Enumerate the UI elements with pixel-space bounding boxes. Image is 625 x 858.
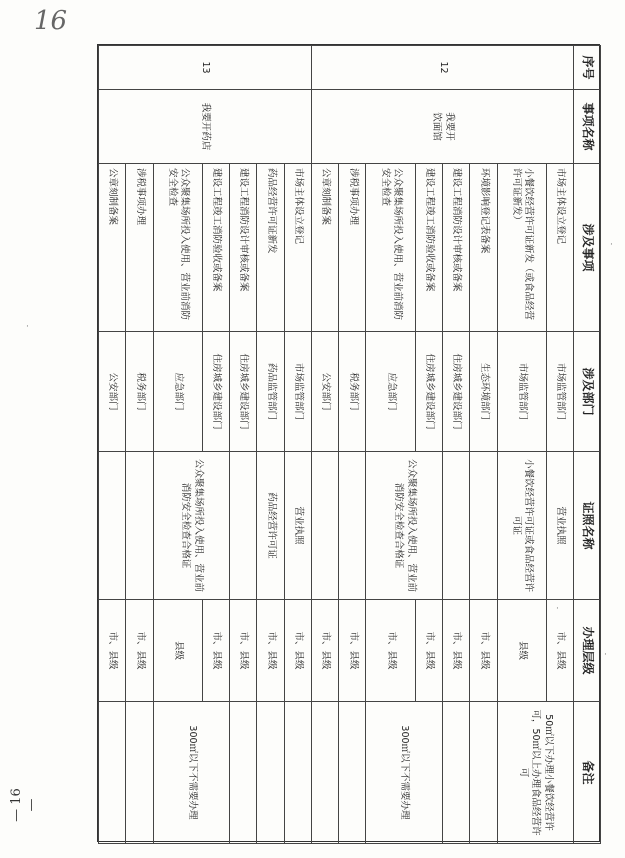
item-cell: 涉税事项办理: [126, 164, 153, 332]
cert-cell: [442, 452, 469, 600]
cert-cell: 药品经营许可证: [257, 452, 284, 600]
table-row: [415, 46, 442, 844]
level-cell: 市、县级: [470, 600, 497, 702]
cert-cell: [339, 452, 366, 600]
item-cell: 公章刻制备案: [311, 164, 338, 332]
table-row: [230, 46, 257, 844]
table-row: [311, 46, 338, 844]
level-cell: 市、县级: [202, 600, 229, 702]
scan-speck: ·: [610, 240, 613, 250]
header-name: 事项名称: [574, 90, 601, 164]
item-cell: 市场主体设立登记: [284, 164, 311, 332]
level-cell: 市、县级: [99, 600, 126, 702]
level-cell: 市、县级: [230, 600, 257, 702]
item-cell: 公众聚集场所投入使用、营业前消防安全检查: [366, 164, 415, 332]
dept-cell: 公安部门: [99, 332, 126, 452]
handwritten-page-mark: 16: [34, 6, 68, 36]
dept-cell: 市场监管部门: [497, 332, 546, 452]
level-cell: 市、县级: [311, 600, 338, 702]
dept-cell: 住房城乡建设部门: [202, 332, 229, 452]
item-cell: 药品经营许可证新发: [257, 164, 284, 332]
remark-cell: [442, 702, 469, 844]
group-name: 我要开 饮面馆: [311, 90, 573, 164]
dept-cell: 公安部门: [311, 332, 338, 452]
remark-cell: [311, 702, 338, 844]
level-cell: 市、县级: [415, 600, 442, 702]
group-name: 我要开药店: [99, 90, 312, 164]
cert-cell: [230, 452, 257, 600]
dept-cell: 住房城乡建设部门: [442, 332, 469, 452]
table-row: [202, 46, 229, 844]
level-cell: 市、县级: [442, 600, 469, 702]
header-items: 涉及事项: [574, 164, 601, 332]
dept-cell: 应急部门: [366, 332, 415, 452]
dept-cell: 税务部门: [339, 332, 366, 452]
dept-cell: 市场监管部门: [284, 332, 311, 452]
item-cell: 建设工程消防设计审核或备案: [230, 164, 257, 332]
remark-cell: [284, 702, 311, 844]
group-index: 12: [311, 46, 573, 90]
level-cell: 市、县级: [339, 600, 366, 702]
table-row: [546, 46, 573, 844]
matters-table: [98, 45, 601, 844]
dept-cell: 住房城乡建设部门: [230, 332, 257, 452]
level-cell: 市、县级: [126, 600, 153, 702]
table-row: [442, 46, 469, 844]
dept-cell: 应急部门: [153, 332, 202, 452]
group-index: 13: [99, 46, 312, 90]
item-cell: 建设工程竣工消防验收或备案: [202, 164, 229, 332]
dept-cell: 税务部门: [126, 332, 153, 452]
cert-cell: [126, 452, 153, 600]
page-number: — 16 —: [9, 788, 39, 822]
level-cell: 市、县级: [284, 600, 311, 702]
table-header-row: [574, 46, 601, 844]
rotated-table-container: [98, 45, 601, 843]
cert-cell: [470, 452, 497, 600]
cert-cell: [311, 452, 338, 600]
scan-speck: ·: [556, 604, 559, 614]
header-dept: 涉及部门: [574, 332, 601, 452]
document-table-frame: [97, 44, 600, 842]
table-row: [257, 46, 284, 844]
item-cell: 公众聚集场所投入使用、营业前消防安全检查: [153, 164, 202, 332]
header-index: 序号: [574, 46, 601, 90]
level-cell: 市、县级: [257, 600, 284, 702]
cert-cell: 营业执照: [284, 452, 311, 600]
level-cell: 县级: [153, 600, 202, 702]
remark-cell: 300㎡以下不需要办理: [153, 702, 229, 844]
item-cell: 公章刻制备案: [99, 164, 126, 332]
remark-cell: [126, 702, 153, 844]
cert-cell: 小餐饮经营许可证或食品经营许可证: [497, 452, 546, 600]
cert-cell: 公众聚集场所投入使用、营业前消防安全检查合格证: [366, 452, 442, 600]
level-cell: 县级: [497, 600, 546, 702]
cert-cell: 公众聚集场所投入使用、营业前消防安全检查合格证: [153, 452, 229, 600]
header-cert: 证照名称: [574, 452, 601, 600]
dept-cell: 生态环境部门: [470, 332, 497, 452]
item-cell: 小餐饮经营许可证新发（或食品经营许可证新发）: [497, 164, 546, 332]
remark-cell: 300㎡以下不需要办理: [366, 702, 442, 844]
cert-cell: [99, 452, 126, 600]
remark-cell: [99, 702, 126, 844]
level-cell: 市、县级: [366, 600, 415, 702]
remark-cell: [470, 702, 497, 844]
scan-speck: ·: [26, 322, 29, 332]
table-row: [339, 46, 366, 844]
cert-cell: 营业执照: [546, 452, 573, 600]
level-cell: 市、县级: [546, 600, 573, 702]
header-level: 办理层级: [574, 600, 601, 702]
table-row: [470, 46, 497, 844]
table-row: [284, 46, 311, 844]
remark-cell: [257, 702, 284, 844]
scan-speck: ·: [604, 650, 607, 660]
remark-cell: [230, 702, 257, 844]
dept-cell: 住房城乡建设部门: [415, 332, 442, 452]
item-cell: 建设工程消防设计审核或备案: [442, 164, 469, 332]
remark-cell: [339, 702, 366, 844]
item-cell: 环境影响登记表备案: [470, 164, 497, 332]
table-row: [126, 46, 153, 844]
remark-cell: 50㎡以下办理小餐饮经营许可，50㎡以上办理食品经营许可: [497, 702, 573, 844]
item-cell: 市场主体设立登记: [546, 164, 573, 332]
dept-cell: 市场监管部门: [546, 332, 573, 452]
table-row: [99, 46, 126, 844]
dept-cell: 药品监管部门: [257, 332, 284, 452]
item-cell: 涉税事项办理: [339, 164, 366, 332]
item-cell: 建设工程竣工消防验收或备案: [415, 164, 442, 332]
header-remark: 备注: [574, 702, 601, 844]
